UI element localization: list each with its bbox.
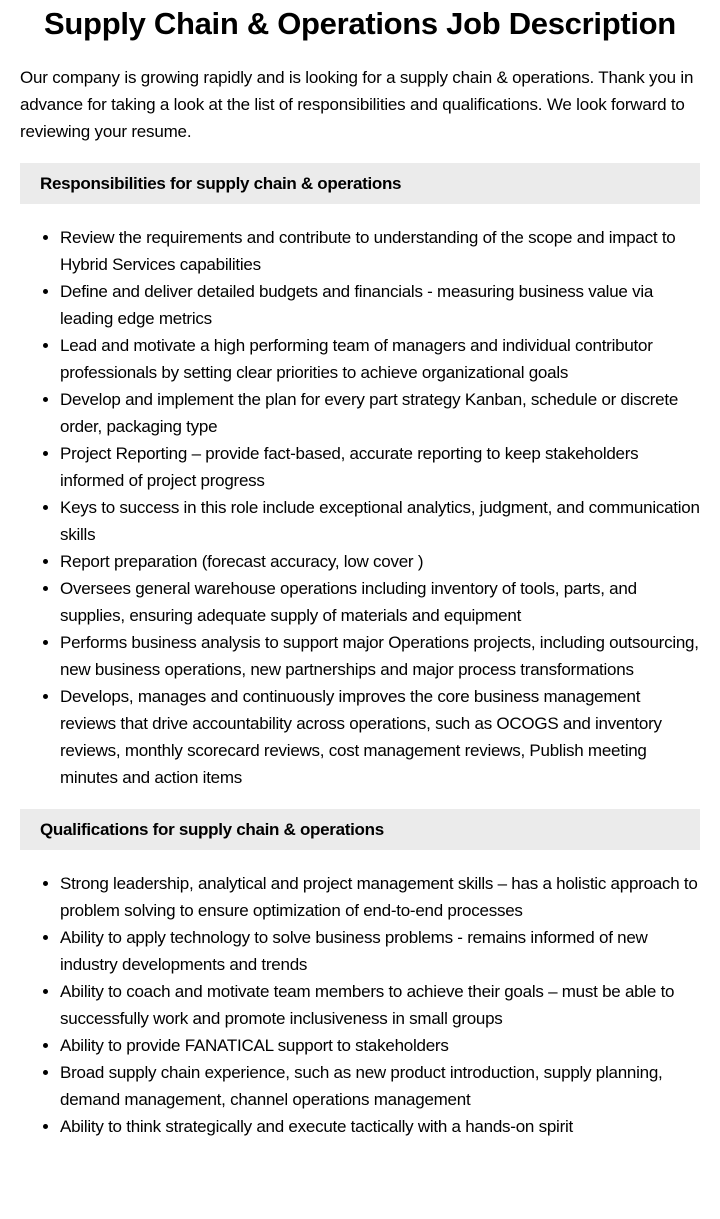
list-item: • Report preparation (forecast accuracy, low cover ) [60, 548, 700, 575]
responsibilities-heading: Responsibilities for supply chain & operations [20, 163, 700, 204]
list-item: • Ability to think strategically and execute tactically with a hands-on spirit [60, 1113, 700, 1140]
list-item: • Strong leadership, analytical and project management skills – has a holistic approach to problem solving to ensure optimization of end-to-end processes [60, 870, 700, 924]
qualifications-list [20, 870, 700, 1140]
intro-paragraph: Our company is growing rapidly and is looking for a supply chain & operations. Thank you in advance for taking a look at the list of responsibilities and qualifications. We look forward to reviewing your resume. [20, 68, 694, 141]
list-item: • Develops, manages and continuously improves the core business management reviews that drive accountability across operations, such as OCOGS and inventory reviews, monthly scorecard reviews, cost management reviews, Publish meeting minutes and action items [60, 683, 700, 791]
list-item: • Develop and implement the plan for every part strategy Kanban, schedule or discrete order, packaging type [60, 386, 700, 440]
list-item: • Lead and motivate a high performing team of managers and individual contributor professionals by setting clear priorities to achieve organizational goals [60, 332, 700, 386]
list-item: • Oversees general warehouse operations including inventory of tools, parts, and supplies, ensuring adequate supply of materials and equipment [60, 575, 700, 629]
list-item: • Ability to provide FANATICAL support to stakeholders [60, 1032, 700, 1059]
page-title: Supply Chain & Operations Job Description [44, 6, 676, 41]
qualifications-heading: Qualifications for supply chain & operations [20, 809, 700, 850]
responsibilities-list [20, 224, 700, 791]
list-item: • Review the requirements and contribute to understanding of the scope and impact to Hybrid Services capabilities [60, 224, 700, 278]
list-item: • Ability to coach and motivate team members to achieve their goals – must be able to successfully work and promote inclusiveness in small groups [60, 978, 700, 1032]
list-item: • Define and deliver detailed budgets and financials - measuring business value via leading edge metrics [60, 278, 700, 332]
list-item: • Ability to apply technology to solve business problems - remains informed of new industry developments and trends [60, 924, 700, 978]
list-item: • Keys to success in this role include exceptional analytics, judgment, and communication skills [60, 494, 700, 548]
list-item: • Broad supply chain experience, such as new product introduction, supply planning, demand management, channel operations management [60, 1059, 700, 1113]
list-item: • Performs business analysis to support major Operations projects, including outsourcing, new business operations, new partnerships and major process transformations [60, 629, 700, 683]
list-item: • Project Reporting – provide fact-based, accurate reporting to keep stakeholders informed of project progress [60, 440, 700, 494]
